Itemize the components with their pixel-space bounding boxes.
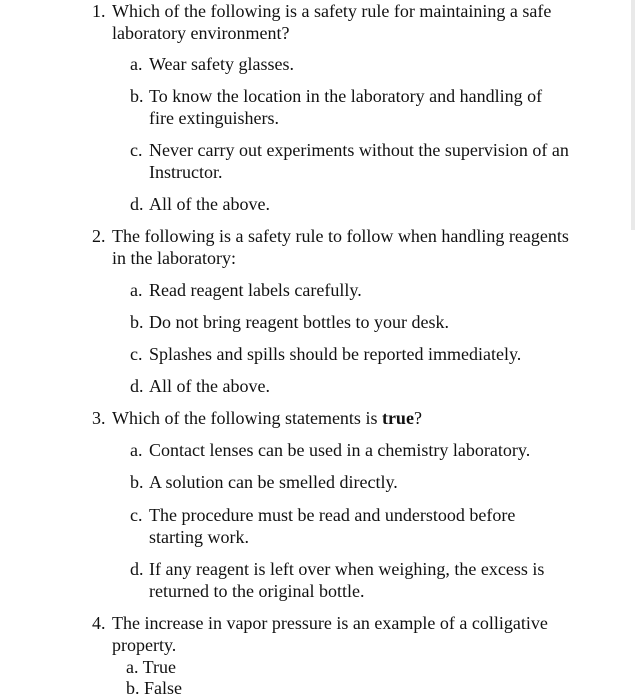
option-letter: a. [130,54,143,74]
option-text: To know the location in the laboratory and handling of fire extinguishers. [149,86,543,128]
q2-option-b [130,311,570,333]
question-text-emphasis: true [381,408,414,428]
q3-option-d [130,558,570,602]
q3-option-a [130,439,570,461]
option-text: Never carry out experiments without the supervision of an Instructor. [149,140,569,182]
q4-option-true: a. True [126,657,177,677]
q2-option-d [130,375,570,397]
option-text: The procedure must be read and understood before starting work. [149,505,516,547]
question-text-start: Which of the following statements is [112,408,382,428]
question-number: 3. [92,408,106,428]
option-letter: c. [130,344,143,364]
option-text: A solution can be smelled directly. [149,472,398,492]
option-letter: c. [130,505,143,525]
question-number: 4. [92,613,106,633]
question-3 [92,407,572,429]
option-text: All of the above. [149,194,270,214]
option-text: Contact lenses can be used in a chemistry laboratory. [149,440,531,460]
question-text [112,407,572,429]
question-text: The increase in vapor pressure is an example of a colligative property. [112,613,548,655]
option-text: All of the above. [149,376,270,396]
question-4 [92,612,572,656]
question-text-end: ? [413,408,422,428]
option-letter: b. [130,312,144,332]
option-letter: a. [130,280,143,300]
q4-option-false: b. False [126,678,182,698]
question-text: The following is a safety rule to follow when handling reagents in the laboratory: [112,226,569,268]
option-text: Read reagent labels carefully. [149,280,362,300]
q3-option-c [130,504,570,548]
option-text: Wear safety glasses. [149,54,294,74]
option-letter: b. [130,472,144,492]
question-1 [92,0,572,44]
option-text: If any reagent is left over when weighing, the excess is returned to the original bottle. [149,559,545,601]
q2-option-a [130,279,570,301]
q1-option-b [130,85,570,129]
option-text: Splashes and spills should be reported immediately. [149,344,522,364]
question-number: 2. [92,226,106,246]
option-letter: a. [130,440,143,460]
option-letter: b. [130,86,144,106]
question-2 [92,225,572,269]
scrollbar-track[interactable] [631,0,635,230]
option-letter: d. [130,376,144,396]
q3-option-b [130,471,570,493]
question-text: Which of the following is a safety rule for maintaining a safe laboratory environment? [112,1,552,43]
q1-option-a [130,53,570,75]
question-number: 1. [92,1,106,21]
q1-option-d [130,193,570,215]
q1-option-c [130,139,570,183]
q2-option-c [130,343,570,365]
option-letter: d. [130,559,144,579]
option-text: Do not bring reagent bottles to your desk. [149,312,449,332]
option-letter: c. [130,140,143,160]
option-letter: d. [130,194,144,214]
